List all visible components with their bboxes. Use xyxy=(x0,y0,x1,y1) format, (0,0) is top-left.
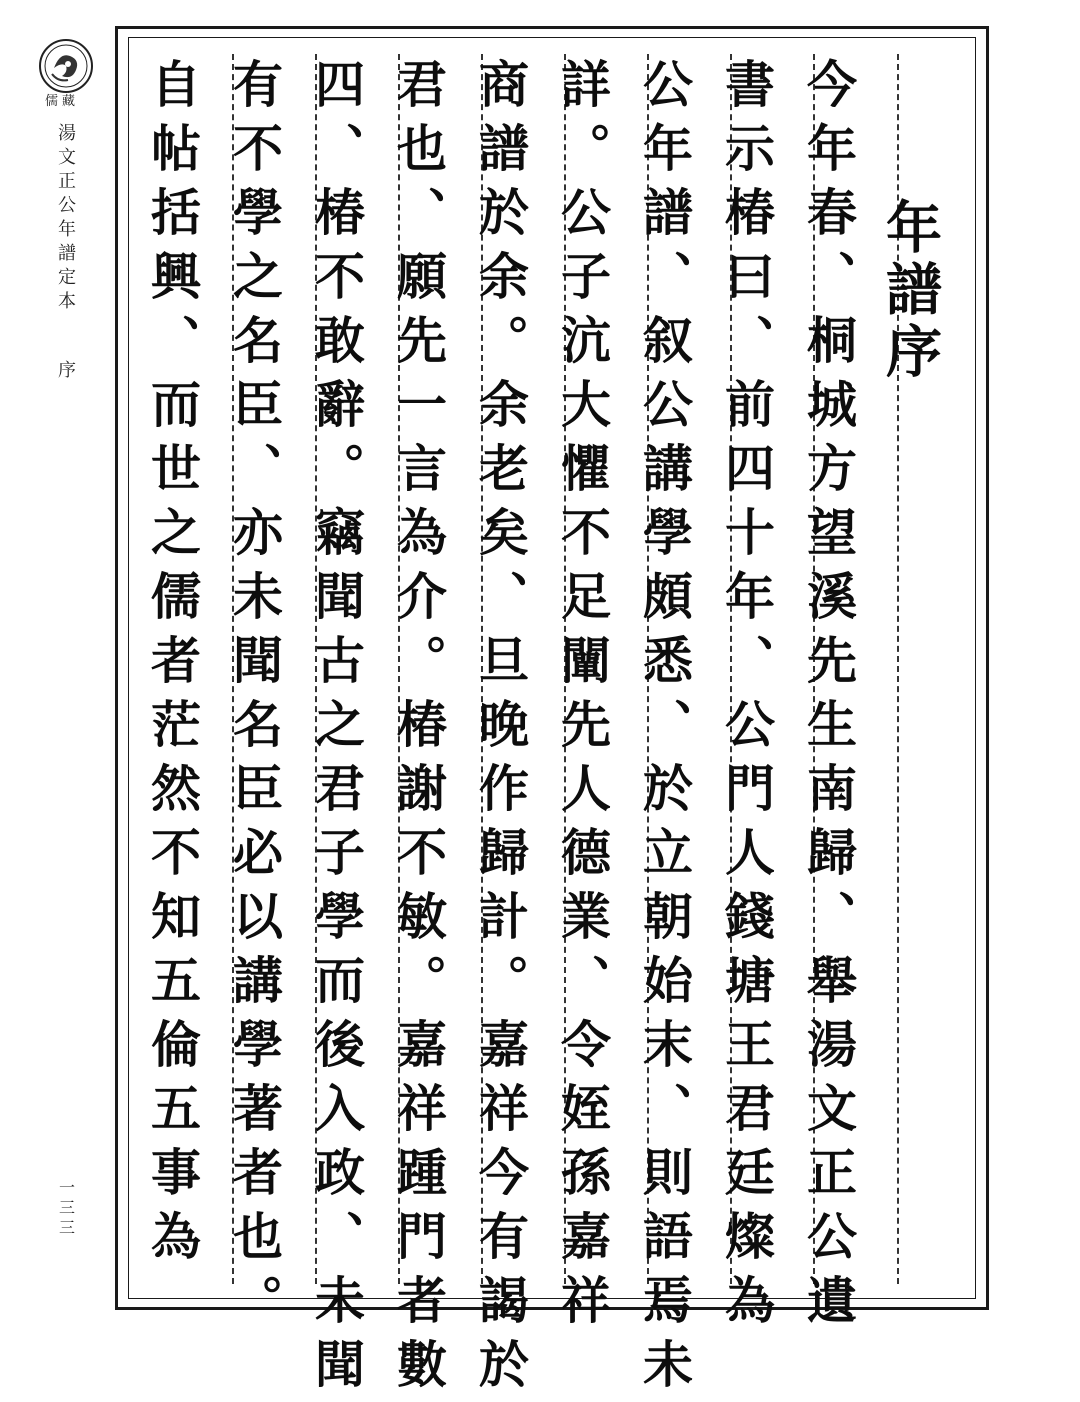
library-name: 儒藏 xyxy=(45,94,80,109)
book-title: 湯文正公年譜定本 xyxy=(58,123,76,312)
text-column xyxy=(295,58,377,1402)
text-columns xyxy=(143,58,951,1402)
confucian-seal-icon xyxy=(38,38,94,94)
text-column xyxy=(705,58,787,1338)
column-text: 公年譜、叙公講學頗悉、於立朝始末、則語焉未 xyxy=(635,58,694,1402)
column-text: 自帖括興、而世之儒者茫然不知五倫五事為 xyxy=(143,58,202,1274)
text-column xyxy=(459,58,541,1402)
section-name: 序 xyxy=(58,360,76,381)
preface-heading: 年譜序 xyxy=(877,198,943,384)
page-inner-border xyxy=(128,37,976,1402)
text-column xyxy=(213,58,295,1338)
heading-column xyxy=(869,58,951,1282)
page-number: 一三三 xyxy=(58,1178,75,1237)
column-text: 商譜於余。余老矣、旦晚作歸計。嘉祥今有謁於 xyxy=(471,58,530,1402)
column-text: 君也、願先一言為介。椿謝不敏。嘉祥踵門者數 xyxy=(389,58,448,1402)
text-column xyxy=(377,58,459,1402)
column-text: 詳。公子沆大懼不足闡先人德業、令姪孫嘉祥 xyxy=(553,58,612,1338)
text-column xyxy=(541,58,623,1338)
left-margin xyxy=(0,0,115,1348)
page-frame xyxy=(115,26,989,1402)
column-text: 書示椿曰、前四十年、公門人錢塘王君廷燦為 xyxy=(717,58,776,1338)
column-text: 四、椿不敢辭。竊聞古之君子學而後入政、未聞 xyxy=(307,58,366,1402)
column-text: 今年春、桐城方望溪先生南歸、舉湯文正公遺 xyxy=(799,58,858,1338)
text-column xyxy=(131,58,213,1282)
column-text: 有不學之名臣、亦未聞名臣必以講學著者也。 xyxy=(225,58,284,1338)
text-column xyxy=(623,58,705,1402)
text-column xyxy=(787,58,869,1338)
